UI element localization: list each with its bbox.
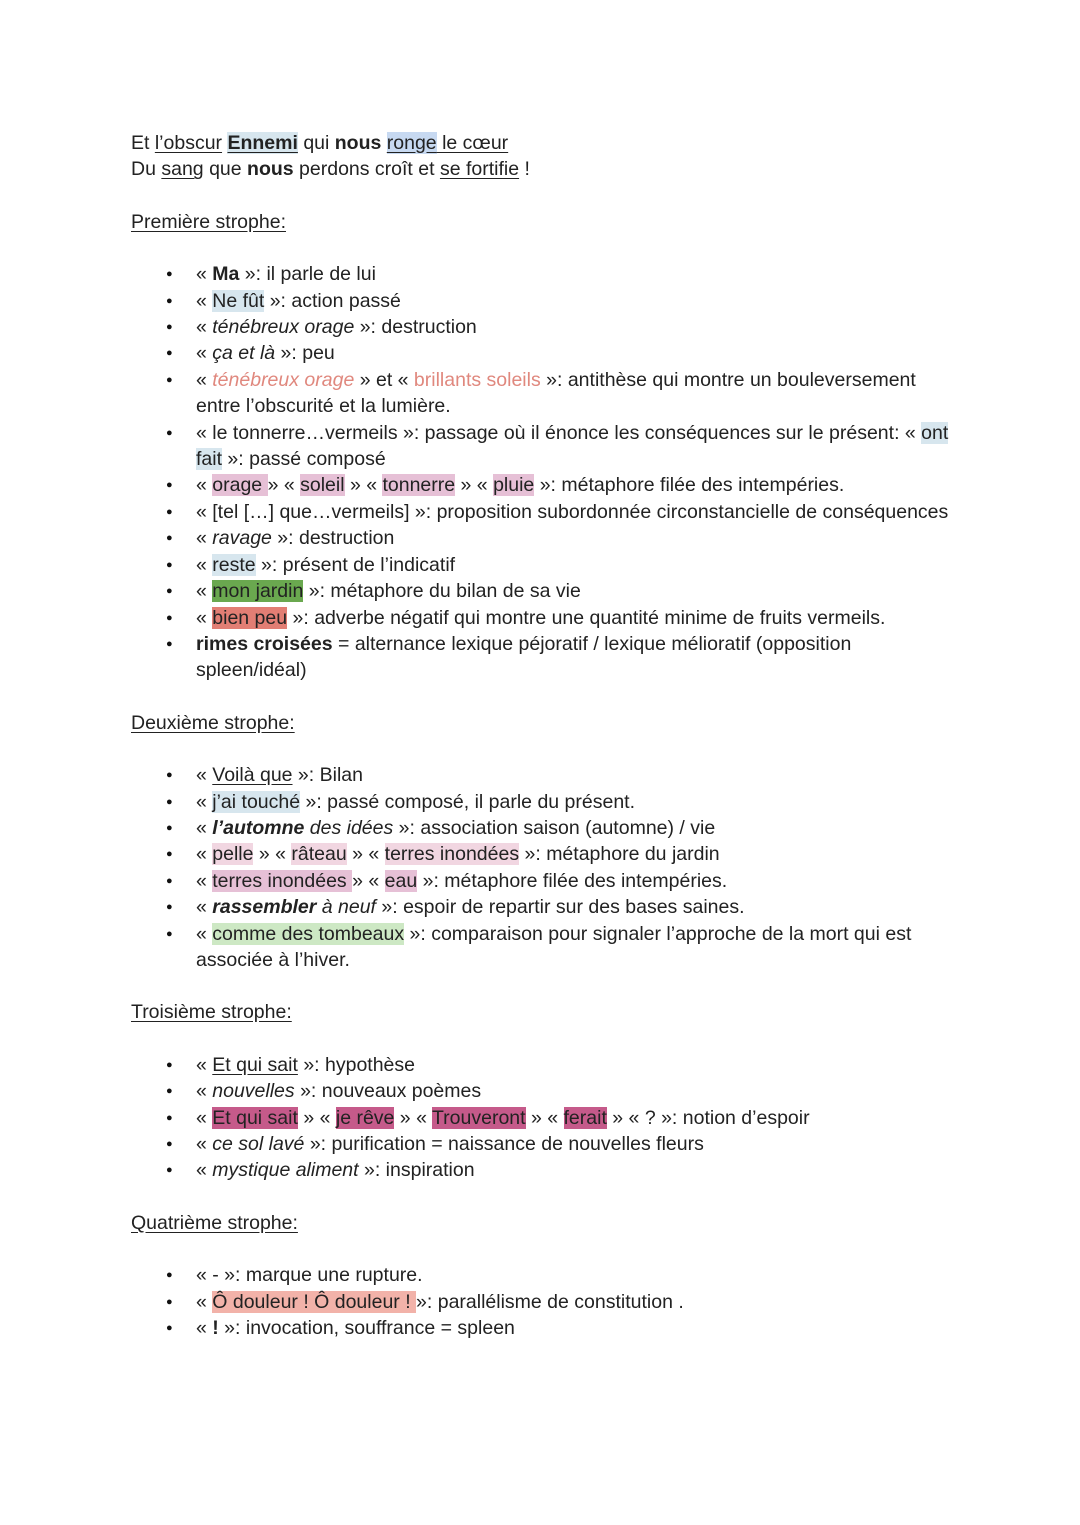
list-item: ● « l’automne des idées »: association saison (automne) / vie (196, 815, 951, 841)
list-item: ● « pelle » « râteau » « terres inondées »: métaphore du jardin (196, 841, 951, 867)
list-item: ● « [tel […] que…vermeils] »: proposition subordonnée circonstancielle de conséquences (196, 499, 951, 525)
list-item: ● « Et qui sait »: hypothèse (196, 1052, 951, 1078)
list-item: ● « Ô douleur ! Ô douleur ! »: parallélisme de constitution . (196, 1289, 951, 1315)
list-item: ● « Ne fût »: action passé (196, 288, 951, 314)
poem-line-1: Et l’obscur Ennemi qui nous ronge le cœur (131, 132, 509, 154)
list-item: ● rimes croisées = alternance lexique péjoratif / lexique mélioratif (opposition spleen/idéal) (196, 631, 951, 684)
list-item: ● « - »: marque une rupture. (196, 1262, 951, 1288)
list-item: ● « reste »: présent de l’indicatif (196, 552, 951, 578)
list-item: ● « Voilà que »: Bilan (196, 762, 951, 788)
list-item: ● « comme des tombeaux »: comparaison pour signaler l’approche de la mort qui est associée à l’hiver. (196, 921, 951, 974)
list-item: ● « Ma »: il parle de lui (196, 261, 951, 287)
section-heading-strophe-3: Troisième strophe: (131, 1001, 292, 1024)
list-item: ● « terres inondées » « eau »: métaphore filée des intempéries. (196, 868, 951, 894)
section-heading-strophe-4: Quatrième strophe: (131, 1211, 298, 1234)
list-item: ● « ça et là »: peu (196, 340, 951, 366)
poem-line-2: Du sang que nous perdons croît et se fortifie ! (131, 158, 530, 181)
document-page (131, 130, 951, 1341)
section-heading-strophe-2: Deuxième strophe: (131, 711, 295, 734)
list-item: ● « orage » « soleil » « tonnerre » « pluie »: métaphore filée des intempéries. (196, 472, 951, 498)
list-item: ● « ce sol lavé »: purification = naissance de nouvelles fleurs (196, 1131, 951, 1157)
list-item: ● « le tonnerre…vermeils »: passage où il énonce les conséquences sur le présent: « ont fait »: passé composé (196, 420, 951, 473)
strophe-1-list (131, 261, 951, 684)
strophe-3-list (131, 1052, 951, 1184)
strophe-2-list (131, 762, 951, 973)
strophe-4-list (131, 1262, 951, 1341)
list-item: ● « ténébreux orage » et « brillants soleils »: antithèse qui montre un bouleversement entre l’obscurité et la lumière. (196, 367, 951, 420)
list-item: ● « mystique aliment »: inspiration (196, 1157, 951, 1183)
poem-excerpt (131, 130, 951, 183)
list-item: ● « ! »: invocation, souffrance = spleen (196, 1315, 951, 1341)
list-item: ● « mon jardin »: métaphore du bilan de sa vie (196, 578, 951, 604)
list-item: ● « bien peu »: adverbe négatif qui montre une quantité minime de fruits vermeils. (196, 605, 951, 631)
list-item: ● « ravage »: destruction (196, 525, 951, 551)
list-item: ● « rassembler à neuf »: espoir de repartir sur des bases saines. (196, 894, 951, 920)
list-item: ● « ténébreux orage »: destruction (196, 314, 951, 340)
list-item: ● « Et qui sait » « je rêve » « Trouveront » « ferait » « ? »: notion d’espoir (196, 1105, 951, 1131)
list-item: ● « j’ai touché »: passé composé, il parle du présent. (196, 789, 951, 815)
section-heading-strophe-1: Première strophe: (131, 210, 286, 233)
list-item: ● « nouvelles »: nouveaux poèmes (196, 1078, 951, 1104)
